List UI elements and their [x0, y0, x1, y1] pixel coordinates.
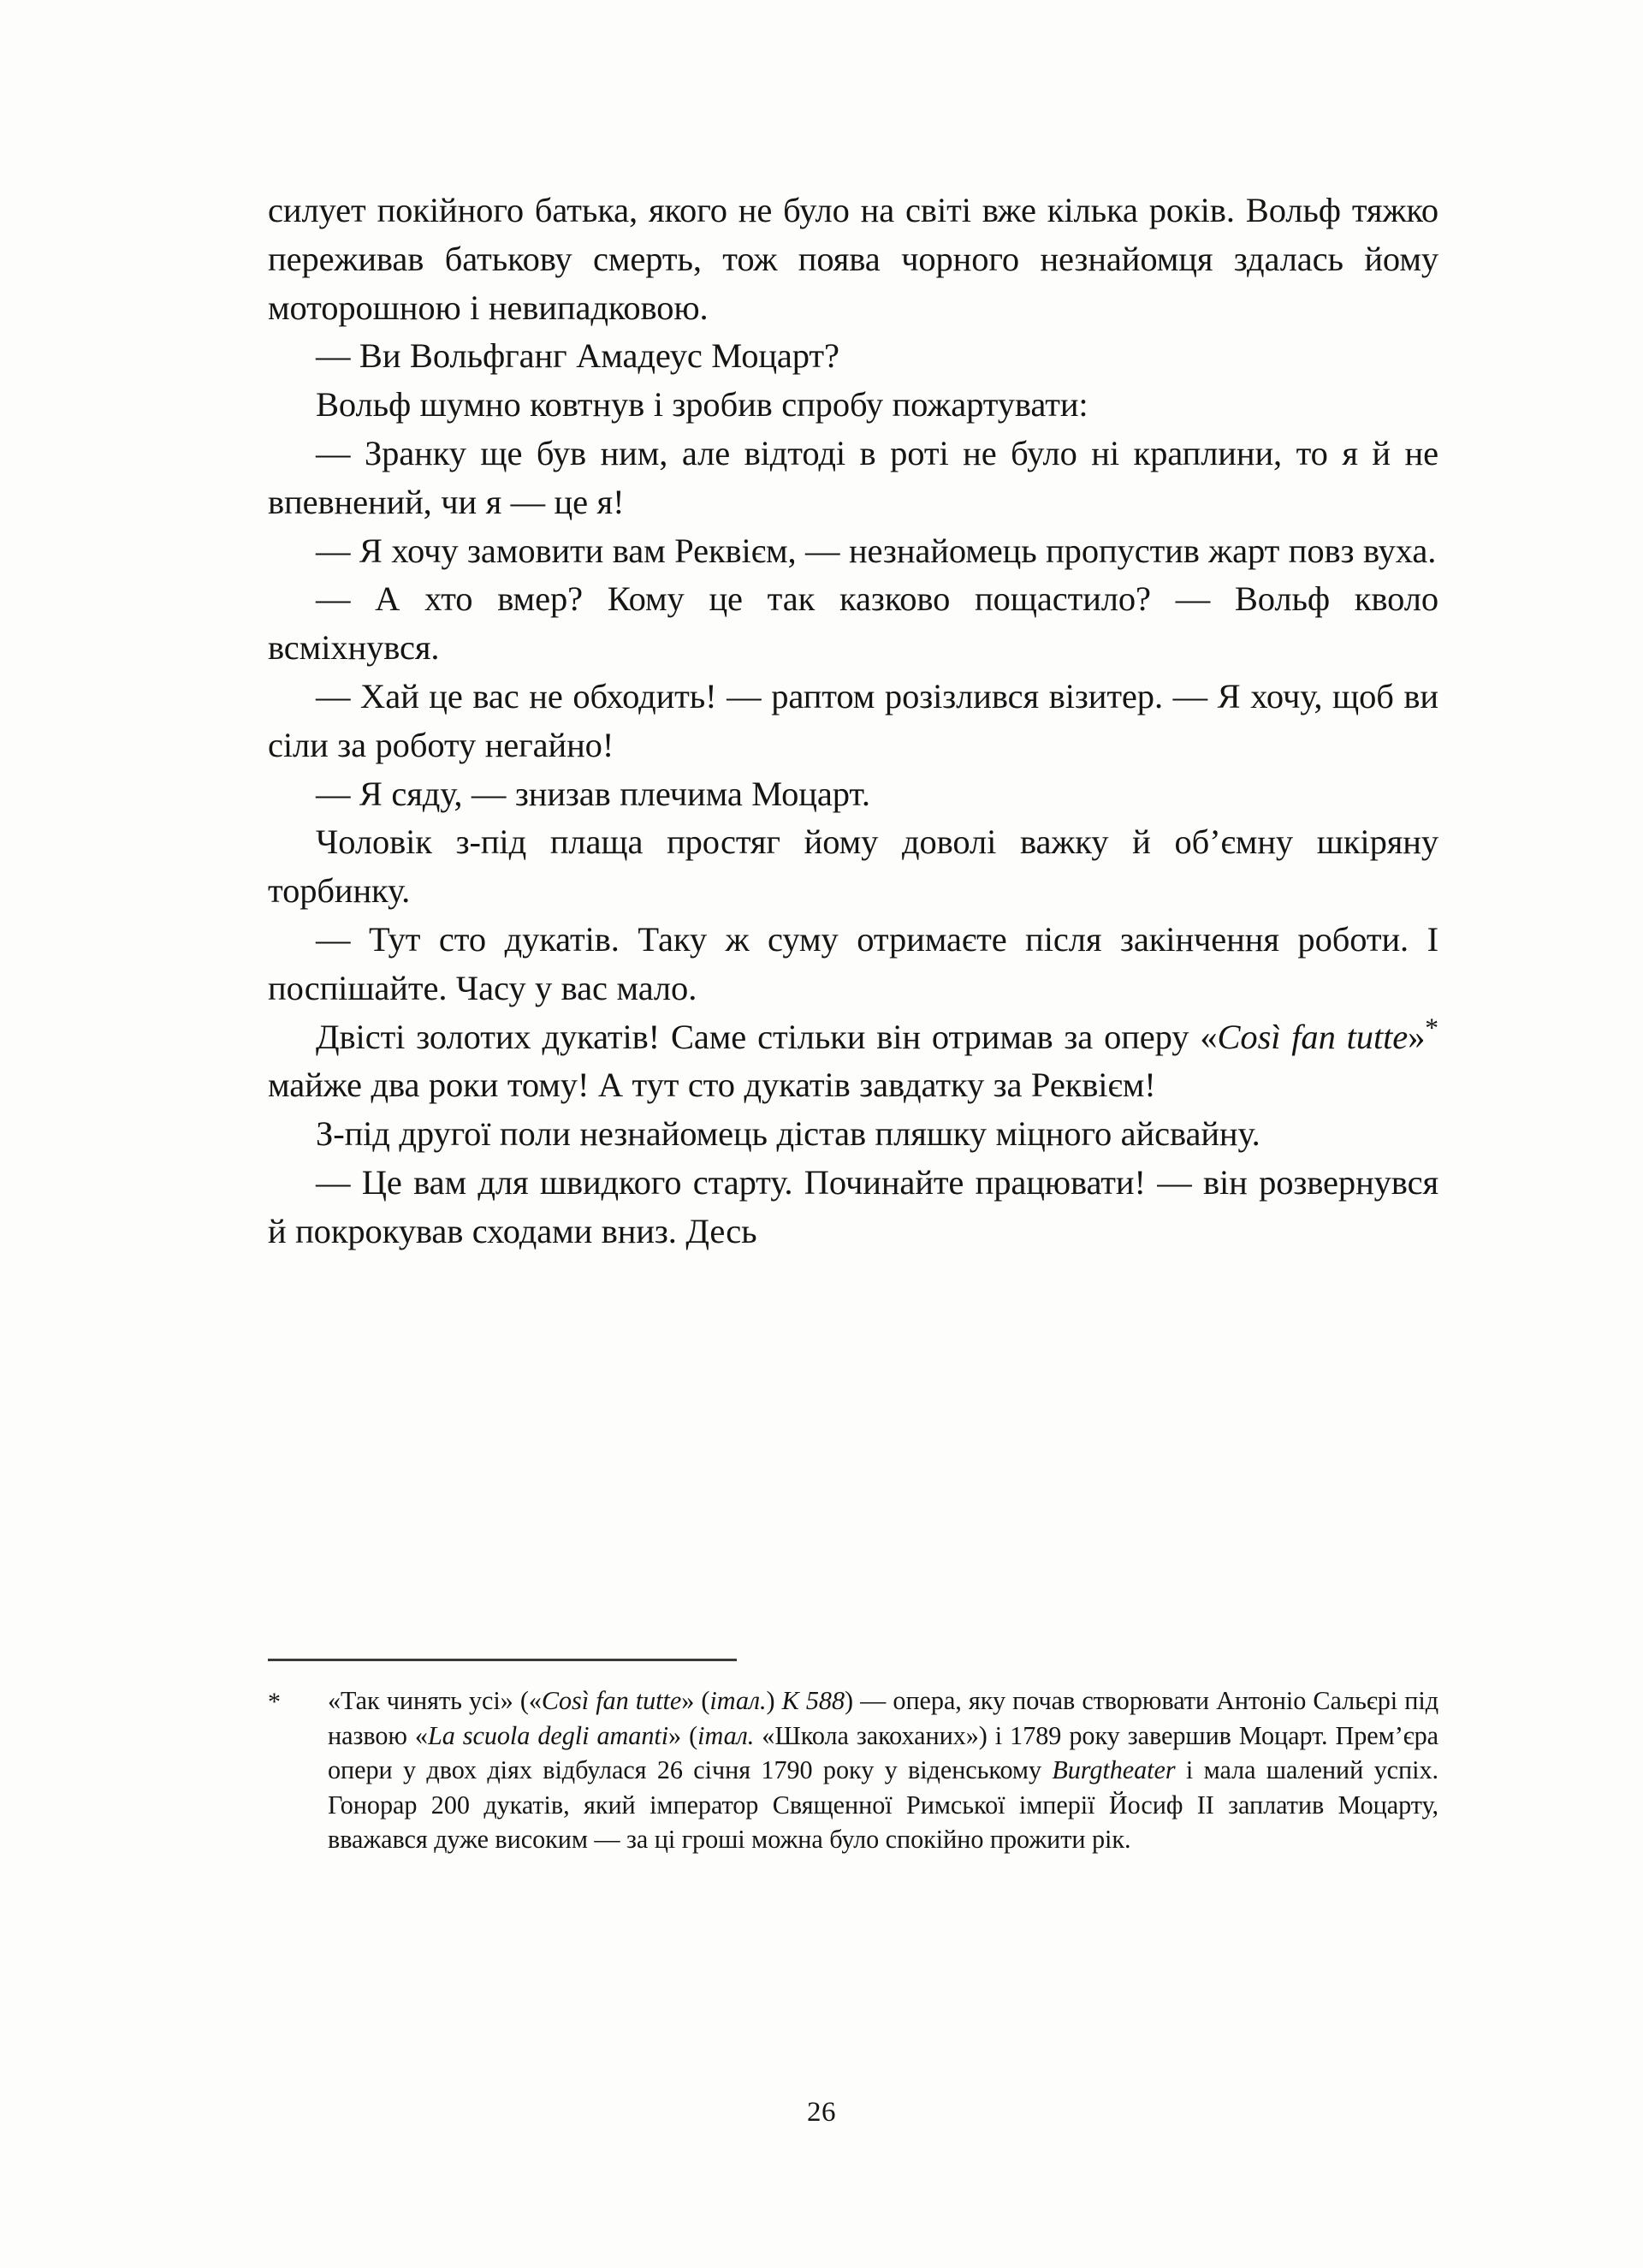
- footnote-area: [268, 1659, 1438, 1857]
- text-run: »: [1408, 1017, 1426, 1056]
- text-run: майже два роки тому! А тут сто дукатів завдатку за Реквієм!: [268, 1066, 1156, 1105]
- page-number: 26: [807, 2097, 836, 2128]
- paragraph: — А хто вмер? Кому це так казково пощастило? — Вольф кволо всміхнувся.: [268, 579, 1438, 668]
- paragraph: Вольф шумно ковтнув і зробив спробу пожартувати:: [316, 385, 1088, 425]
- paragraph: — Я сяду, — знизав плечима Моцарт.: [316, 774, 870, 813]
- italic-run: італ.: [697, 1720, 755, 1750]
- paragraph: — Тут сто дукатів. Таку ж суму отримаєте після закінчення роботи. І поспішайте. Часу у вас мало.: [268, 919, 1438, 1007]
- paragraph: Чоловік з-під плаща простяг йому доволі важку й об’ємну шкіряну торбинку.: [268, 822, 1438, 911]
- text-run: «: [414, 1720, 428, 1750]
- footnote-reference: *: [1425, 1012, 1438, 1043]
- italic-run: La scuola degli amanti: [427, 1720, 669, 1750]
- paragraph: силует покійного батька, якого не було на світі вже кілька років. Вольф тяжко переживав батькову смерть, тож поява чорного незнайомця здалась йому моторошною і невипадковою.: [268, 191, 1438, 327]
- text-run: «: [1200, 1017, 1218, 1056]
- paragraph: З-під другої поли незнайомець дістав пляшку міцного айсвайну.: [316, 1114, 1260, 1154]
- text-run: і мала шалений успіх. Гонорар 200 дукатів, який імператор Священної Римської імперії Йосиф II заплатив Моцарту, вважався дуже високим — за ці гроші можна було спокійно прожити рік.: [328, 1755, 1438, 1855]
- text-run: «: [528, 1686, 542, 1715]
- text-run: » (: [668, 1720, 698, 1750]
- text-run: ): [766, 1686, 782, 1715]
- paragraph: — Хай це вас не обходить! — раптом розізлився візитер. — Я хочу, щоб ви сіли за роботу негайно!: [268, 676, 1438, 764]
- footnote-marker: *: [268, 1688, 281, 1716]
- italic-run: K 588: [781, 1686, 845, 1715]
- paragraph: — Ви Вольфганг Амадеус Моцарт?: [316, 336, 839, 376]
- italic-run: Così fan tutte: [541, 1686, 682, 1715]
- footnote-text: [328, 1683, 1438, 1857]
- body-text-column: [268, 187, 1438, 1256]
- paragraph: — Я хочу замовити вам Реквієм, — незнайомець пропустив жарт повз вуха.: [316, 531, 1437, 570]
- text-run: «Школа закоханих») і 1789 року завершив Моцарт. Прем’єра опери у двох діях відбулася 26 січня 1790 року у віденському: [328, 1720, 1439, 1785]
- italic-run: Burgtheater: [1052, 1755, 1176, 1785]
- text-run: » (: [681, 1686, 710, 1715]
- text-run: ) — опера, яку почав створювати Антоніо Сальєрі під назвою: [328, 1686, 1439, 1750]
- text-run: «Так чинять усі» (: [328, 1686, 529, 1715]
- italic-run: Così fan tutte: [1217, 1017, 1409, 1056]
- italic-run: італ.: [709, 1686, 767, 1715]
- footnote-row: [268, 1683, 1438, 1857]
- text-run: Двісті золотих дукатів! Саме стільки він отримав за оперу: [316, 1017, 1201, 1056]
- paragraph: — Зранку ще був ним, але відтоді в роті не було ні краплини, то я й не впевнений, чи я — це я!: [268, 433, 1438, 521]
- paragraph: — Це вам для швидкого старту. Починайте працювати! — він розвернувся й покрокував сходами вниз. Десь: [268, 1162, 1438, 1250]
- footnote-separator-rule: [268, 1659, 737, 1661]
- paragraph: [268, 1013, 1438, 1111]
